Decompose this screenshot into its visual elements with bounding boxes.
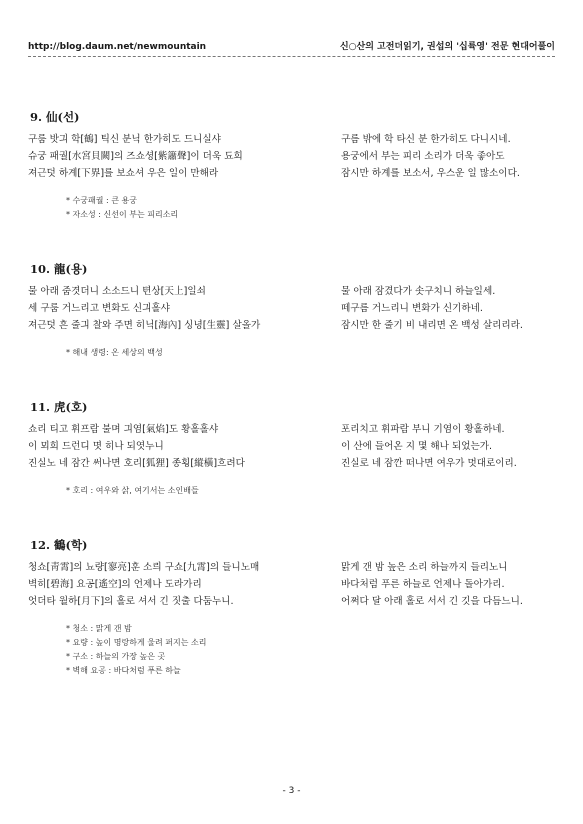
annotation-item: * 구소 : 하늘의 가장 높은 곳 bbox=[66, 650, 555, 664]
section-title: 11. 虎(호) bbox=[30, 400, 88, 414]
original-text: 쇼리 티고 휘프람 불며 긔염[氣焰]도 황홀홀샤 bbox=[28, 424, 219, 435]
modern-translation: 잠시만 하계를 보소서, 우스운 일 많소이다. bbox=[341, 168, 520, 179]
modern-translation: 잠시만 한 줄기 비 내리면 온 백성 살리리라. bbox=[341, 320, 523, 331]
original-text: 구룸 밧긔 학[鶴] 틱신 분닉 한가히도 드니실샤 bbox=[28, 134, 221, 145]
document-title: 신○산의 고전더읽기, 권섭의 '십륙영' 전문 현대어풀이 bbox=[339, 42, 555, 52]
modern-translation: 물 아래 잠겼다가 솟구치니 하늘일세. bbox=[341, 286, 496, 297]
poem-section-11 bbox=[28, 400, 555, 498]
original-text: 엇더타 월하[月下]의 홀로 셔서 긴 짓출 다둠누니. bbox=[28, 596, 234, 607]
poem-line bbox=[28, 317, 555, 334]
original-text: 져근덧 하계[下界]를 보쇼셔 우은 일이 만해라 bbox=[28, 168, 219, 179]
poem-line bbox=[28, 593, 555, 610]
annotation-list bbox=[28, 194, 555, 222]
modern-translation: 맑게 갠 밤 높은 소리 하늘까지 들리노니 bbox=[341, 562, 508, 573]
poem-line bbox=[28, 421, 555, 438]
poem-line bbox=[28, 165, 555, 182]
original-text: 진실노 네 잠간 써나면 호리[狐狸] 종횡[縱橫]흐려다 bbox=[28, 458, 245, 469]
poem-line bbox=[28, 576, 555, 593]
modern-translation: 구름 밖에 학 타신 분 한가히도 다니시네. bbox=[341, 134, 511, 145]
original-text: 물 아래 줌겻더니 소소드니 텬상[天上]일쇠 bbox=[28, 286, 206, 297]
annotation-item: * 수궁패궐 : 큰 용궁 bbox=[66, 194, 555, 208]
section-title: 12. 鶴(학) bbox=[30, 538, 88, 552]
modern-translation: 이 산에 들어온 지 몇 해나 되었는가. bbox=[341, 441, 493, 452]
annotation-item: * 청소 : 맑게 갠 밤 bbox=[66, 622, 555, 636]
modern-translation: 용궁에서 부는 피리 소리가 더욱 좋아도 bbox=[341, 151, 505, 162]
section-title: 10. 龍(용) bbox=[30, 262, 88, 276]
header-divider bbox=[28, 56, 555, 57]
annotation-item: * 자소성 : 신선이 부는 피리소리 bbox=[66, 208, 555, 222]
poem-section-12 bbox=[28, 538, 555, 678]
poem-line bbox=[28, 559, 555, 576]
poem-line bbox=[28, 455, 555, 472]
poem-section-9 bbox=[28, 110, 555, 222]
annotation-item: * 해내 생령: 온 세상의 백성 bbox=[66, 346, 555, 360]
poem-line bbox=[28, 438, 555, 455]
original-text: 슈궁 패궐[水宮貝闕]의 즈쇼셩[紫簫聲]이 더욱 됴희 bbox=[28, 151, 243, 162]
original-text: 세 구룸 거느리고 변화도 신긔홀샤 bbox=[28, 303, 170, 314]
annotation-item: * 벽해 요공 : 바다처럼 푸른 하늘 bbox=[66, 664, 555, 678]
annotation-item: * 호리 : 여우와 삵, 여기서는 소인배들 bbox=[66, 484, 555, 498]
blog-url: http://blog.daum.net/newmountain bbox=[28, 42, 207, 52]
modern-translation: 바다처럼 푸른 하늘로 언제나 돌아가리. bbox=[341, 579, 505, 590]
poem-line bbox=[28, 148, 555, 165]
original-text: 청쇼[靑霄]의 뇨량[寥亮]훈 소릐 구쇼[九霄]의 들니노매 bbox=[28, 562, 260, 573]
annotation-item: * 요량 : 높이 명랑하게 울려 퍼지는 소리 bbox=[66, 636, 555, 650]
modern-translation: 어쩌다 달 아래 홀로 서서 긴 깃을 다듬느니. bbox=[341, 596, 523, 607]
annotation-list bbox=[28, 346, 555, 360]
original-text: 져근덧 흔 줄긔 찰와 주면 히닉[海內] 싱녕[生靈] 살올가 bbox=[28, 320, 261, 331]
modern-translation: 떼구름 거느리니 변화가 신기하네. bbox=[341, 303, 483, 314]
page-header bbox=[28, 40, 555, 54]
annotation-list bbox=[28, 622, 555, 678]
annotation-list bbox=[28, 484, 555, 498]
poem-line bbox=[28, 300, 555, 317]
section-title: 9. 仙(선) bbox=[30, 110, 80, 124]
original-text: 이 뫼희 드런디 몃 히나 되엿누니 bbox=[28, 441, 164, 452]
poem-section-10 bbox=[28, 262, 555, 360]
original-text: 벽히[碧海] 요공[遙空]의 언제나 도라가리 bbox=[28, 579, 202, 590]
page-number: - 3 - bbox=[282, 786, 301, 796]
poem-line bbox=[28, 131, 555, 148]
modern-translation: 포리치고 휘파람 부니 기염이 황홀하네. bbox=[341, 424, 505, 435]
poem-line bbox=[28, 283, 555, 300]
modern-translation: 진실로 네 잠깐 떠나면 여우가 멋대로이리. bbox=[341, 458, 517, 469]
